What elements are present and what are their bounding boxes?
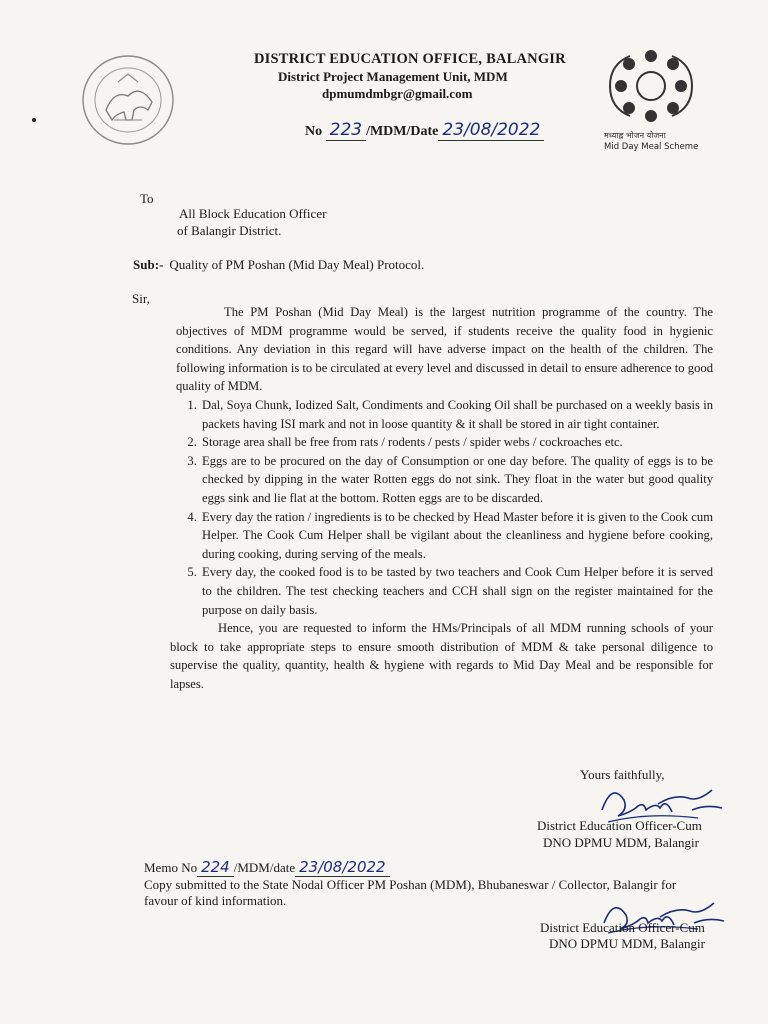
signatory-2-title-1: District Education Officer-Cum xyxy=(540,920,705,935)
memo-line xyxy=(144,858,390,876)
signatory-title-2: DNO DPMU MDM, Balangir xyxy=(543,835,699,850)
intro-paragraph: The PM Poshan (Mid Day Meal) is the largest nutrition programme of the country. The objectives of MDM programme would be served, if students receive the quality food in hygienic conditions. Any deviation in this regard will have adverse impact on the health of the children. The following information is to be circulated at every level and discussed in detail to ensure adherence to good quality of MDM. xyxy=(176,305,713,394)
protocol-point: 3. Eggs are to be procured on the day of Consumption or one day before. The quality of eggs is to be checked by dipping in the water Rotten eggs do not sink. They float in the water but good quality eggs sink and lie flat at the bottom. Rotten eggs are to be discarded. xyxy=(200,452,713,508)
unit-name: District Project Management Unit, MDM xyxy=(278,69,508,84)
closing-paragraph: Hence, you are requested to inform the HMs/Principals of all MDM running schools of your block to take appropriate steps to ensure smooth distribution of MDM & take personal diligence to supervise the quality, quantity, health & hygiene with regards to Mid Day Meal and be responsible for lapses. xyxy=(170,621,713,691)
signatory-title-1: District Education Officer-Cum xyxy=(537,818,702,833)
office-name: DISTRICT EDUCATION OFFICE, BALANGIR xyxy=(254,51,566,67)
memo-suffix: /MDM/date xyxy=(233,860,296,875)
odisha-govt-seal xyxy=(78,52,178,153)
ref-no-suffix: /MDM/Date xyxy=(366,124,439,139)
protocol-point: 2. Storage area shall be free from rats / rodents / pests / spider webs / cockroaches etc. xyxy=(200,433,713,452)
mdm-english-caption: Mid Day Meal Scheme xyxy=(604,142,699,152)
signatory-2-title-2: DNO DPMU MDM, Balangir xyxy=(549,936,705,951)
protocol-list xyxy=(176,396,713,619)
ref-no-handwritten: 223 xyxy=(326,120,366,141)
addressee-line-2: of Balangir District. xyxy=(177,223,282,238)
memo-prefix: Memo No xyxy=(144,860,198,875)
valediction: Yours faithfully, xyxy=(580,767,665,782)
ref-date-handwritten: 23/08/2022 xyxy=(438,120,544,141)
salutation: Sir, xyxy=(132,291,150,306)
letter-body xyxy=(170,303,713,693)
ref-no-prefix: No xyxy=(305,124,323,139)
protocol-point: 1. Dal, Soya Chunk, Iodized Salt, Condiments and Cooking Oil shall be purchased on a weekly basis in packets having ISI mark and not in loose quantity & it shall be stored in air tight container. xyxy=(200,396,713,433)
protocol-point: 4. Every day the ration / ingredients is to be checked by Head Master before it is given to the Cook cum Helper. The Cook Cum Helper shall be vigilant about the cleanliness and hygiene before cooking, during cooking, during serving of the meals. xyxy=(200,508,713,564)
memo-date-handwritten: 23/08/2022 xyxy=(295,858,389,877)
to-label: To xyxy=(140,191,154,206)
reference-line xyxy=(305,120,544,140)
office-email: dpmumdmbgr@gmail.com xyxy=(322,86,473,101)
subject-text: Quality of PM Poshan (Mid Day Meal) Protocol. xyxy=(169,257,425,272)
memo-no-handwritten: 224 xyxy=(197,858,234,877)
mid-day-meal-logo xyxy=(596,46,706,131)
stray-mark xyxy=(32,118,36,122)
subject-label: Sub:- xyxy=(133,257,164,272)
subject-line xyxy=(133,257,424,273)
copy-to-text: Copy submitted to the State Nodal Officer PM Poshan (MDM), Bhubaneswar / Collector, Balangir for favour of kind information. xyxy=(144,877,677,908)
mdm-hindi-caption: मध्याह्न भोजन योजना xyxy=(604,131,666,140)
protocol-point: 5. Every day, the cooked food is to be tasted by two teachers and Cook Cum Helper before it is served to the children. The test checking teachers and CCH shall sign on the register maintained for the purpose on daily basis. xyxy=(200,563,713,619)
addressee-line-1: All Block Education Officer xyxy=(179,206,327,221)
